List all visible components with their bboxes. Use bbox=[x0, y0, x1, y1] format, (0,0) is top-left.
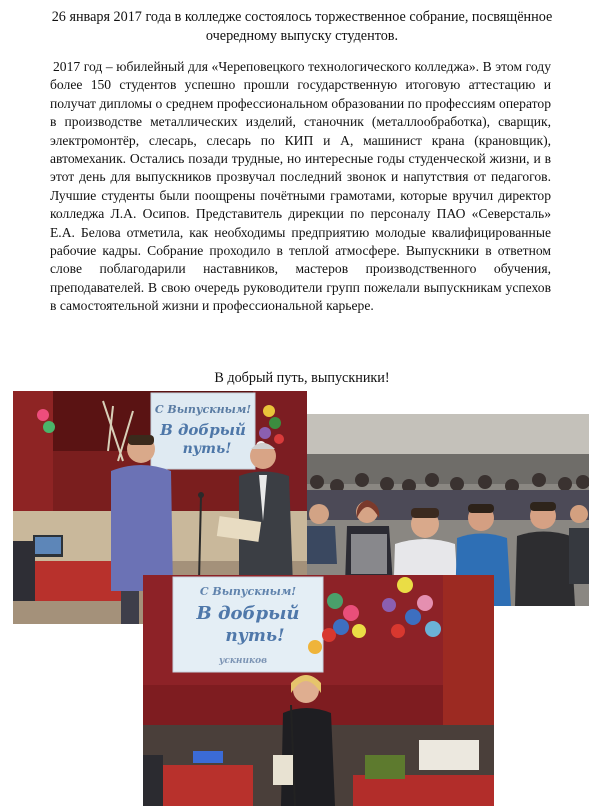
page-title: 26 января 2017 года в колледже состоялось торжественное собрание, посвящённое очередному выпуску студентов. bbox=[51, 9, 553, 44]
closing-line: В добрый путь, выпускники! bbox=[214, 370, 390, 386]
speaker-banner-line1: С Выпускным! bbox=[199, 585, 297, 598]
award-banner-line1: С Выпускным! bbox=[154, 403, 252, 416]
speaker-banner-line4: ускников bbox=[218, 656, 268, 666]
award-banner-line3: путь! bbox=[182, 441, 232, 457]
article-paragraph: 2017 год – юбилейный для «Череповецкого технологического колледжа». В этом году более 150 студентов успешно прошли государственную итоговую аттестацию и получат дипломы о среднем профессиональном образовании по профессиям оператор в производстве металлических изделий, станочник (металлообработка), сварщик, электромонтёр, слесарь, слесарь по КИП и А, машинист крана (крановщик), автомеханик. Остались позади трудные, но интересные годы студенческой жизни, и в этот день для выпускников прозвучал последний звонок и напутствия от педагогов. Лучшие студенты были поощрены почётными грамотами, которые вручил директор колледжа Л.А. Осипов. Представитель дирекции по персоналу ПАО «Северсталь» Е.А. Белова отметила, как необходимы предприятию молодые квалифицированные рабочие кадры. Собрание проходило в теплой атмосфере. Выпускники в ответном слове поблагодарили наставников, мастеров производственного обучения, преподавателей. В свою очередь руководители групп пожелали выпускникам успехов в самостоятельной жизни и профессиональной карьере. bbox=[50, 59, 551, 314]
speaker-banner-line3: путь! bbox=[225, 626, 285, 646]
speaker-banner-line2: В добрый bbox=[196, 603, 300, 624]
award-banner-line2: В добрый bbox=[160, 421, 246, 439]
photo-speaker bbox=[143, 575, 494, 806]
